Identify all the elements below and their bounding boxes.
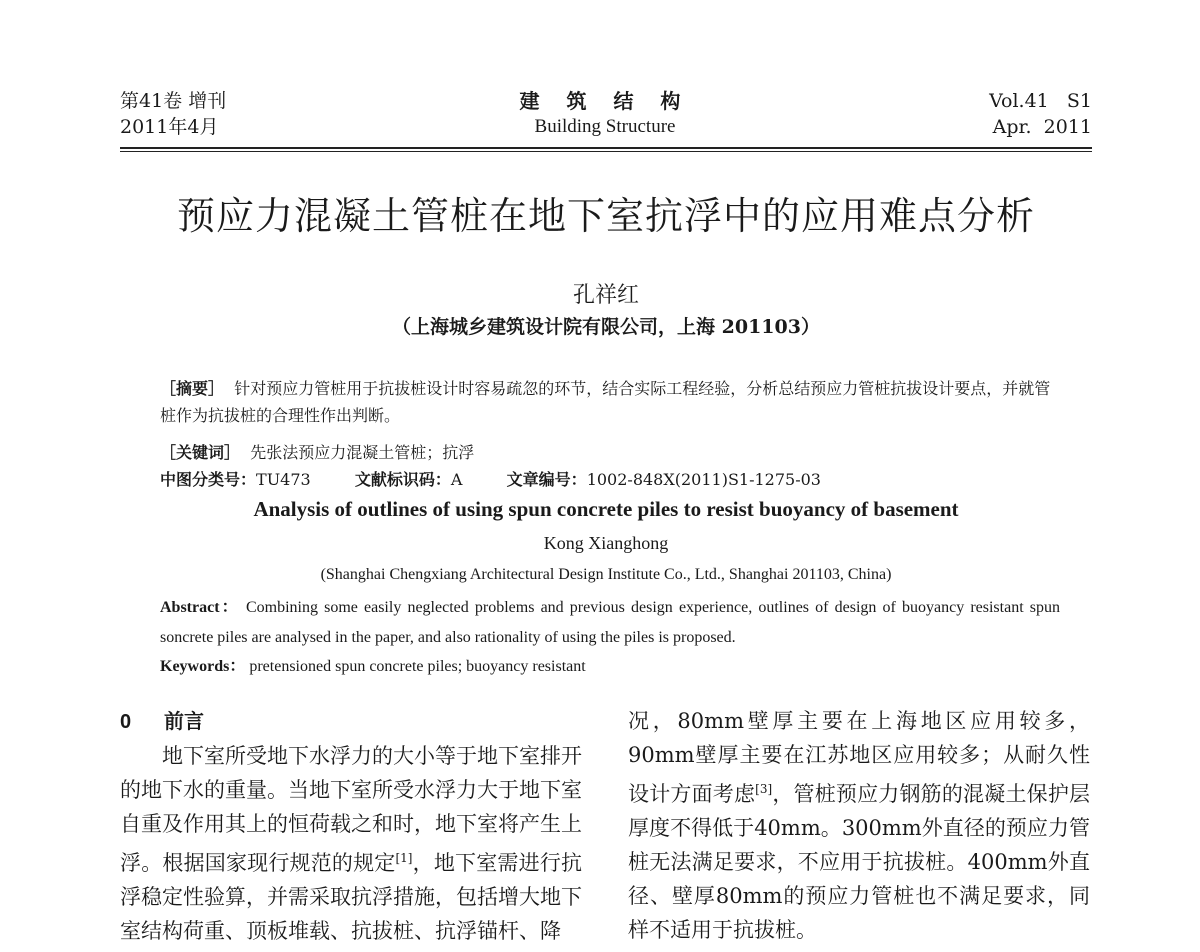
right-text-2: ，管桩预应力钢筋的混凝土保护层厚度不得低于40mm。300mm外直径的预应力管桩无法满足要求，不应用于抗拔桩。400mm外直径、壁厚80mm的预应力管桩也不满足要求，同样不适用于抗拔桩。 xyxy=(628,782,1091,942)
english-keywords-label: Keywords： xyxy=(160,658,246,675)
english-author: Kong Xianghong xyxy=(543,533,669,553)
volume-en: Vol.41 S1 xyxy=(989,90,1092,112)
body-column-right xyxy=(628,704,1090,947)
english-keywords xyxy=(160,653,1060,676)
author-name: 孔祥红 xyxy=(572,283,639,308)
keywords-cn-text: 先张法预应力混凝土管桩；抗浮 xyxy=(250,443,475,462)
body-column-left xyxy=(120,704,582,948)
article-no-value: 1002-848X(2011)S1-1275-03 xyxy=(586,470,821,489)
section-number: 0 xyxy=(120,711,132,733)
citation-ref-3: [3] xyxy=(755,782,773,796)
abstract-cn-text: 针对预应力管桩用于抗拔桩设计时容易疏忽的环节，结合实际工程经验，分析总结预应力管桩抗拔设计要点，并就管桩作为抗拔桩的合理性作出判断。 xyxy=(160,379,1051,425)
english-abstract xyxy=(160,593,1060,653)
keywords-cn xyxy=(160,439,1060,466)
article-no-label: 文章编号： xyxy=(506,470,587,489)
english-title: Analysis of outlines of using spun concrete piles to resist buoyancy of basement xyxy=(253,497,959,521)
right-text-1: 况，80mm壁厚主要在上海地区应用较多，90mm壁厚主要在江苏地区应用较多；从耐久性设计方面考虑 xyxy=(628,709,1090,806)
clc-label: 中图分类号： xyxy=(160,470,257,489)
doc-code-value: A xyxy=(450,470,463,489)
english-keywords-text: pretensioned spun concrete piles; buoyancy resistant xyxy=(249,658,586,675)
section-title: 前言 xyxy=(164,709,204,733)
classification-line xyxy=(160,466,1060,493)
journal-name-cn: 建 筑 结 构 xyxy=(519,89,691,113)
header-rule-thick xyxy=(120,147,1092,149)
english-abstract-text: Combining some easily neglected problems and previous design experience, outlines of design of buoyancy resistant spun soncrete piles are analysed in the paper, and also rationality of using the piles is proposed. xyxy=(160,599,1061,646)
author-affiliation: （上海城乡建筑设计院有限公司，上海 201103） xyxy=(392,316,820,338)
citation-ref-1: [1] xyxy=(395,851,413,865)
date-en: Apr. 2011 xyxy=(992,116,1092,138)
intro-text-1: 地下室所受地下水浮力的大小等于地下室排开的地下水的重量。当地下室所受水浮力大于地下室自重及作用其上的恒荷载之和时，地下室将产生上浮。根据国家现行规范的规定 xyxy=(120,744,582,875)
clc-value: TU473 xyxy=(256,470,311,489)
intro-paragraph xyxy=(120,739,582,948)
volume-cn: 第41卷 增刊 xyxy=(120,90,227,112)
journal-name-en: Building Structure xyxy=(534,116,676,137)
intro-text-2: ，地下室需进行抗浮稳定性验算，并需采取抗浮措施，包括增大地下室结构荷重、顶板堆载、抗拔桩、抗浮锚杆、降 xyxy=(120,851,583,943)
article-title: 预应力混凝土管桩在地下室抗浮中的应用难点分析 xyxy=(176,194,1035,238)
english-abstract-label: Abstract： xyxy=(160,599,240,616)
running-header-right xyxy=(989,88,1092,140)
right-paragraph xyxy=(628,704,1090,947)
abstract-cn xyxy=(160,375,1060,429)
doc-code-label: 文献标识码： xyxy=(354,470,451,489)
section-heading xyxy=(120,704,582,739)
keywords-cn-label: ［关键词］ xyxy=(160,443,241,462)
english-affiliation: (Shanghai Chengxiang Architectural Design Institute Co., Ltd., Shanghai 201103, China) xyxy=(320,566,892,583)
header-rule-thin xyxy=(120,151,1092,152)
abstract-cn-label: ［摘要］ xyxy=(160,379,225,398)
date-cn: 2011年4月 xyxy=(120,116,219,138)
